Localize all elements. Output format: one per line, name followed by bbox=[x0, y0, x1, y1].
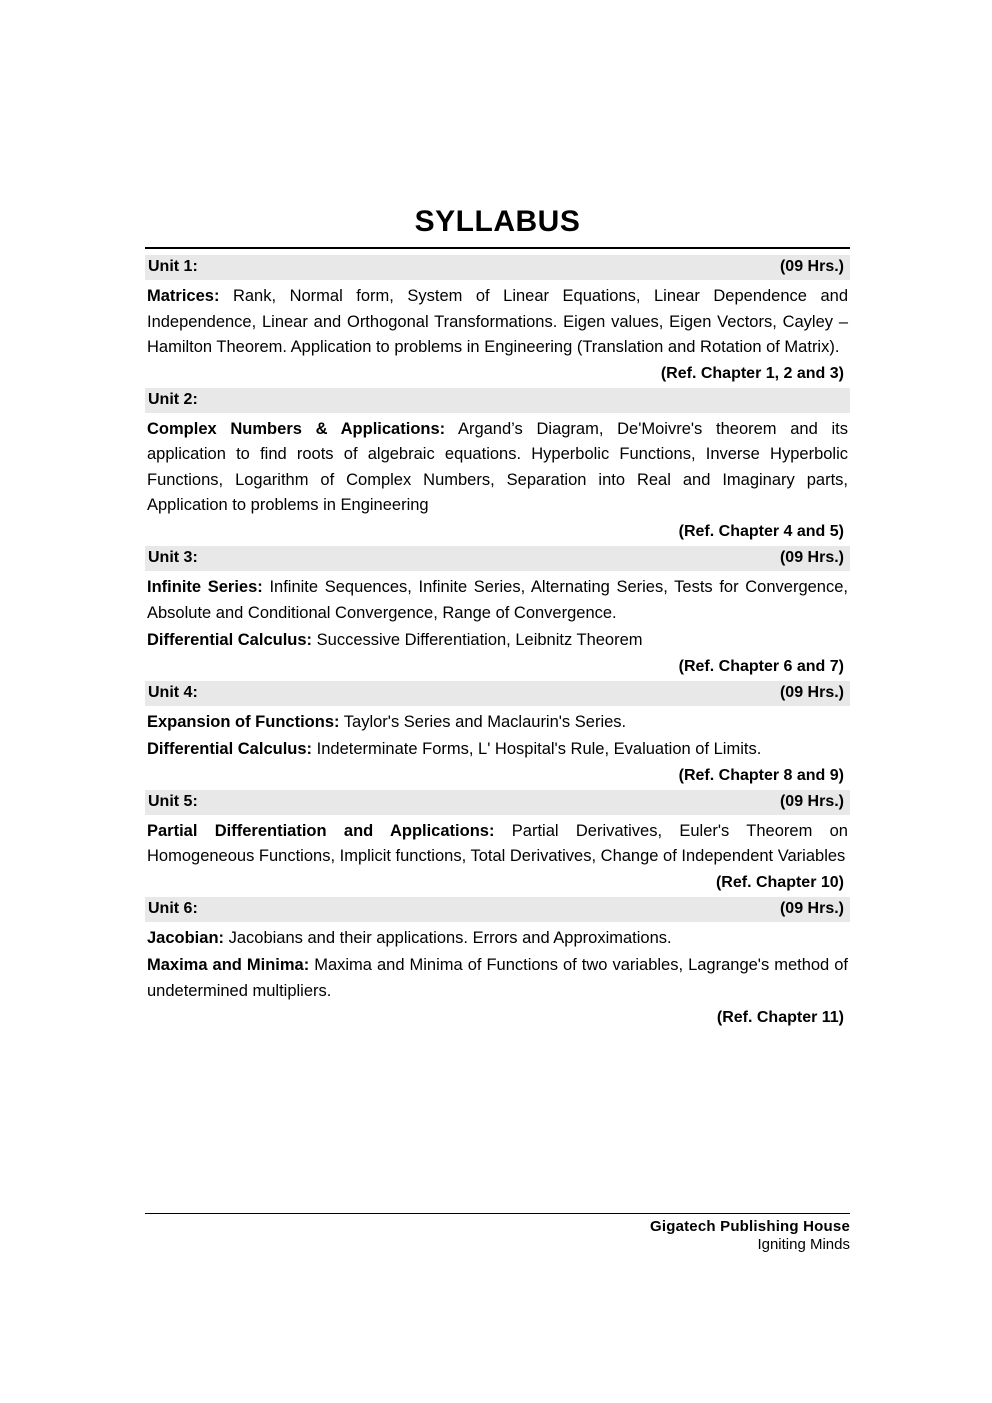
topic-lead-1-1: Matrices: bbox=[147, 287, 220, 305]
syllabus-page bbox=[145, 0, 850, 1403]
unit-paragraph-6-1 bbox=[145, 926, 850, 952]
unit-reference-4: (Ref. Chapter 8 and 9) bbox=[678, 766, 844, 784]
unit-reference-2: (Ref. Chapter 4 and 5) bbox=[678, 522, 844, 540]
page-footer bbox=[145, 1213, 850, 1253]
unit-label-4: Unit 4: bbox=[148, 683, 198, 701]
unit-header-3 bbox=[145, 546, 850, 571]
unit-hours-1: (09 Hrs.) bbox=[779, 258, 844, 275]
publisher-tagline: Igniting Minds bbox=[757, 1236, 850, 1253]
topic-lead-3-2: Differential Calculus: bbox=[147, 631, 313, 650]
footer-divider bbox=[145, 1213, 850, 1214]
unit-paragraph-6-2 bbox=[145, 953, 850, 1004]
unit-reference-3: (Ref. Chapter 6 and 7) bbox=[678, 657, 844, 675]
unit-paragraph-5-1 bbox=[145, 819, 850, 870]
unit-hours-3: (09 Hrs.) bbox=[779, 548, 844, 566]
topic-lead-3-1: Infinite Series: bbox=[147, 577, 263, 596]
unit-label-1: Unit 1: bbox=[148, 258, 198, 275]
topic-lead-4-2: Differential Calculus: bbox=[147, 740, 313, 759]
unit-reference-1: (Ref. Chapter 1, 2 and 3) bbox=[660, 364, 844, 382]
topic-lead-6-1: Jacobian: bbox=[147, 928, 225, 947]
unit-paragraph-3-2 bbox=[145, 628, 850, 654]
topic-text-4-1: Taylor's Series and Maclaurin's Series. bbox=[339, 712, 627, 731]
unit-label-3: Unit 3: bbox=[148, 548, 198, 566]
page-title: SYLLABUS bbox=[414, 205, 581, 238]
topic-text-2-1: Argand’s Diagram, De'Moivre's theorem and its application to find roots of algebraic equations. Hyperbolic Functions, Inverse Hyperbolic Functions, Logarithm of Complex Numbers, Separation into Real and Imaginary parts, Application to problems in Engineering bbox=[147, 419, 848, 515]
unit-paragraph-4-1 bbox=[145, 710, 850, 736]
unit-header-5 bbox=[145, 790, 850, 815]
unit-label-2: Unit 2: bbox=[148, 390, 198, 408]
unit-hours-6: (09 Hrs.) bbox=[779, 899, 844, 917]
unit-header-2 bbox=[145, 388, 850, 413]
topic-lead-6-2: Maxima and Minima: bbox=[147, 956, 310, 975]
unit-reference-6: (Ref. Chapter 11) bbox=[716, 1008, 844, 1026]
unit-hours-4: (09 Hrs.) bbox=[779, 683, 844, 701]
topic-lead-2-1: Complex Numbers & Applications: bbox=[147, 419, 446, 438]
topic-text-1-1: Rank, Normal form, System of Linear Equations, Linear Dependence and Independence, Linear and Orthogonal Transformations. Eigen values, Eigen Vectors, Cayley – Hamilton Theorem. Application to problems in Engineering (Translation and Rotation of Matrix). bbox=[147, 287, 848, 357]
unit-paragraph-1-1 bbox=[145, 284, 850, 361]
topic-text-4-2: Indeterminate Forms, L' Hospital's Rule, Evaluation of Limits. bbox=[312, 740, 762, 759]
unit-header-6 bbox=[145, 897, 850, 922]
topic-text-6-1: Jacobians and their applications. Errors and Approximations. bbox=[224, 928, 672, 947]
topic-lead-4-1: Expansion of Functions: bbox=[147, 712, 340, 731]
topic-text-3-2: Successive Differentiation, Leibnitz Theorem bbox=[312, 631, 643, 650]
unit-paragraph-2-1 bbox=[145, 417, 850, 519]
unit-header-4 bbox=[145, 681, 850, 706]
topic-text-6-2: Maxima and Minima of Functions of two variables, Lagrange's method of undetermined multipliers. bbox=[147, 956, 848, 1000]
unit-label-5: Unit 5: bbox=[148, 792, 198, 810]
title-divider bbox=[145, 247, 850, 249]
publisher-name: Gigatech Publishing House bbox=[649, 1218, 850, 1235]
topic-lead-5-1: Partial Differentiation and Applications: bbox=[147, 821, 495, 840]
topic-text-5-1: Partial Derivatives, Euler's Theorem on Homogeneous Functions, Implicit functions, Total Derivatives, Change of Independent Variables bbox=[147, 821, 848, 866]
unit-paragraph-3-1 bbox=[145, 575, 850, 626]
unit-label-6: Unit 6: bbox=[148, 899, 198, 917]
unit-paragraph-4-2 bbox=[145, 737, 850, 763]
unit-header-1 bbox=[145, 255, 850, 280]
unit-hours-5: (09 Hrs.) bbox=[779, 792, 844, 810]
unit-reference-5: (Ref. Chapter 10) bbox=[715, 873, 844, 891]
topic-text-3-1: Infinite Sequences, Infinite Series, Alternating Series, Tests for Convergence, Absolute and Conditional Convergence, Range of Convergence. bbox=[147, 577, 848, 622]
